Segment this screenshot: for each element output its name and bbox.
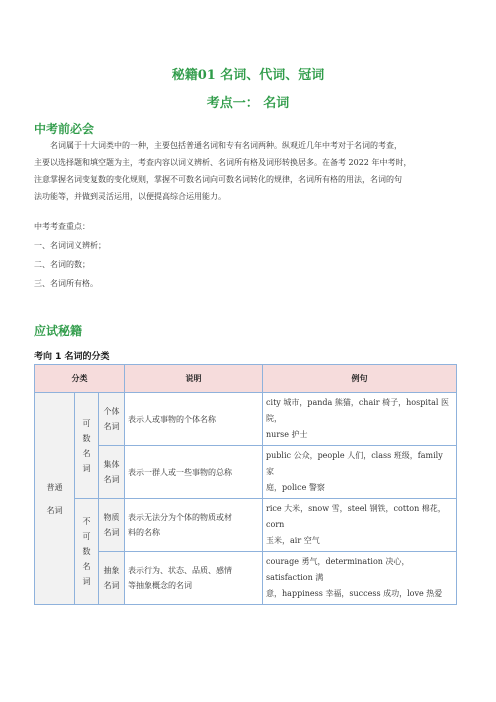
example-line: nurse 护士 [266, 430, 308, 439]
description-cell: 表示人或事物的个体名称 [125, 393, 263, 446]
char: 词 [82, 577, 91, 586]
focus-title: 中考考查重点： [34, 222, 90, 231]
group-label-line: 普通 [46, 482, 63, 492]
char: 名 [82, 448, 91, 458]
paragraph-line: 注意掌握名词变复数的变化规则，掌握不可数名词向可数名词转化的规律，名词所有格的用法，名词的句 [34, 175, 402, 184]
header-category: 分类 [35, 365, 125, 393]
example-cell [263, 393, 457, 446]
description-line: 表示行为、状态、品质、感情 [128, 566, 233, 575]
example-line: city 城市，panda 熊猫，chair 椅子，hospital 医院， [266, 398, 449, 423]
example-line: public 公众，people 人们，class 班级，family 家 [266, 451, 443, 476]
paragraph-line: 法功能等，并做到灵活运用，以便提高综合运用能力。 [34, 192, 226, 201]
kind-line: 名词 [103, 581, 120, 590]
description-cell [125, 499, 263, 552]
focus-point-1: 一、名词词义辨析； [34, 241, 106, 250]
kind-line: 集体 [103, 460, 120, 469]
intro-paragraph [34, 137, 466, 205]
kind-line: 抽象 [103, 566, 120, 575]
example-cell [263, 552, 457, 605]
group-cell [35, 393, 75, 605]
kind-cell [99, 393, 125, 446]
char: 数 [82, 433, 91, 443]
kind-line: 名词 [103, 528, 120, 537]
document-title: 秘籍01 名词、代词、冠词 [171, 68, 325, 83]
description-line: 等抽象概念的名词 [128, 581, 193, 590]
focus-point-3: 三、名词所有格。 [34, 279, 98, 288]
header-examples: 例句 [263, 365, 457, 393]
kind-line: 名词 [103, 422, 120, 431]
table-row [35, 393, 457, 446]
description-cell: 表示一群人或一些事物的总称 [125, 446, 263, 499]
char: 数 [82, 547, 91, 556]
kind-line: 个体 [103, 407, 120, 416]
subsection-heading: 考向 1 名词的分类 [34, 352, 110, 362]
example-cell [263, 446, 457, 499]
document-subtitle: 考点一： 名词 [206, 96, 290, 111]
kind-cell [99, 499, 125, 552]
char: 可 [82, 418, 91, 428]
kind-cell [99, 446, 125, 499]
example-cell [263, 499, 457, 552]
kind-cell [99, 552, 125, 605]
uncountable-cell [75, 499, 99, 605]
kind-line: 名词 [103, 475, 120, 484]
table-row [35, 446, 457, 499]
table-row [35, 499, 457, 552]
char: 不 [82, 517, 91, 526]
char: 名 [82, 562, 91, 571]
table-row [35, 552, 457, 605]
char: 可 [82, 532, 91, 541]
header-description: 说明 [125, 365, 263, 393]
example-line: courage 勇气，determination 决心，satisfaction 满 [266, 557, 410, 582]
char: 词 [82, 463, 91, 473]
section-heading-tips: 应试秘籍 [34, 324, 83, 338]
group-label-line: 名词 [46, 505, 63, 515]
kind-line: 物质 [103, 513, 120, 522]
paragraph-line: 主要以选择题和填空题为主，考查内容以词义辨析、名词所有格及词形转换居多。在备考 2022 年中考时， [34, 158, 412, 167]
paragraph-line: 名词属于十大词类中的一种，主要包括普通名词和专有名词两种。纵观近几年中考对于名词的考查， [50, 141, 402, 150]
noun-classification-table [34, 364, 457, 605]
description-cell [125, 552, 263, 605]
example-line: 庭，police 警察 [266, 483, 325, 492]
description-line: 表示无法分为个体的物质或材 [128, 513, 233, 522]
example-line: 玉米，air 空气 [266, 536, 320, 545]
countable-cell [75, 393, 99, 499]
focus-point-2: 二、名词的数； [34, 260, 90, 269]
example-line: 意，happiness 幸福，success 成功，love 热爱 [266, 589, 443, 598]
description-line: 料的名称 [128, 528, 161, 537]
table-header-row [35, 365, 457, 393]
section-heading-exam: 中考前必会 [34, 122, 95, 136]
example-line: rice 大米，snow 雪，steel 钢铁，cotton 棉花，corn [266, 504, 446, 529]
